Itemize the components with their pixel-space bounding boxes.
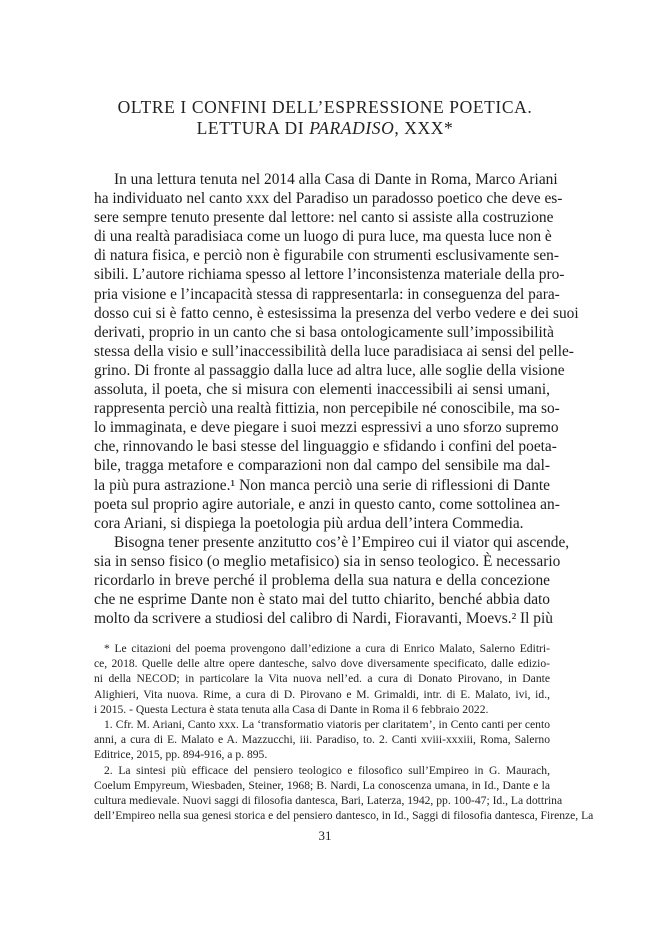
body-line: che ne esprime Dante non è stato mai del tutto chiarito, benché abbia dato [94, 591, 550, 609]
footnote-line: ni della NECOD; in particolare la Vita nuova nell’ed. a cura di Donato Pirovano, in Dante [94, 672, 550, 686]
footnote-line: Editrice, 2015, pp. 894-916, a p. 895. [94, 748, 268, 762]
body-line: derivati, proprio in un canto che si basa ontologicamente sull’impossibilità [94, 323, 554, 341]
footnote-line: i 2015. - Questa Lectura è stata tenuta alla Casa di Dante in Roma il 6 febbraio 2022. [94, 702, 489, 716]
body-line: dosso cui si è fatto cenno, è estesissima la presenza del verbo vedere e dei suoi [94, 304, 579, 322]
body-line: sere sempre tenuto presente dal lettore: nel canto si assiste alla costruzione [94, 209, 554, 227]
body-line: sia in senso fisico (o meglio metafisico) sia in senso teologico. È necessario [94, 552, 561, 570]
body-line: rappresenta perciò una realtà fittizia, non percepibile né conoscibile, ma so- [94, 400, 560, 418]
footnote-line: cultura medievale. Nuovi saggi di filosofia dantesca, Bari, Laterza, 1942, pp. 100-47; Id., La dottrina [94, 793, 563, 807]
title-italic-work: PARADISO [309, 118, 395, 138]
body-line: Bisogna tener presente anzitutto cos’è l’Empireo cui il viator qui ascende, [114, 533, 570, 551]
chapter-title [70, 97, 580, 139]
footnotes [94, 641, 594, 823]
footnote-line: ce, 2018. Quelle delle altre opere dantesche, salvo dove diversamente specificato, dalle edizio- [94, 657, 550, 671]
body-line: che, rinnovando le basi stesse del linguaggio e sfidando i confini del poeta- [94, 438, 557, 456]
footnote-line: 2. La sintesi più efficace del pensiero teologico e filosofico sull’Empireo in G. Maurach, [104, 763, 550, 777]
title-prefix: LETTURA DI [196, 118, 310, 138]
body-line: stessa della visio e sull’inaccessibilità della luce paradisiaca ai sensi del pelle- [94, 342, 574, 360]
page-number: 31 [318, 828, 332, 843]
body-line: ha individuato nel canto xxx del Paradiso un paradosso poetico che deve es- [94, 190, 563, 208]
body-line: grino. Di fronte al passaggio dalla luce ad altra luce, alle soglie della visione [94, 361, 565, 379]
body-line: lo immaginata, e deve piegare i suoi mezzi espressivi a uno sforzo supremo [94, 419, 559, 437]
body-line: molto da scrivere a studiosi del calibro di Nardi, Fioravanti, Moevs.² Il più [94, 610, 553, 628]
footnote-line: * Le citazioni del poema provengono dall’edizione a cura di Enrico Malato, Salerno Editri- [104, 642, 550, 655]
body-line: pria visione e l’incapacità stessa di rappresentarla: in conseguenza del para- [94, 285, 560, 303]
body-line: assoluta, il poeta, che si misura con elementi inaccessibili ai sensi umani, [94, 381, 550, 399]
body-line: In una lettura tenuta nel 2014 alla Casa di Dante in Roma, Marco Ariani [114, 171, 558, 188]
body-line: bile, tragga metafore e comparazioni non dal campo del sensibile ma dal- [94, 457, 550, 475]
footnote-line: Coelum Empyreum, Wiesbaden, Steiner, 1968; B. Nardi, La conoscenza umana, in Id., Dante e la [94, 778, 550, 792]
footnote-line: 1. Cfr. M. Ariani, Canto xxx. La ‘transformatio viatoris per claritatem’, in Cento canti per cento [104, 717, 550, 731]
body-line: poeta sul proprio agire autoriale, e anzi in questo canto, come sottolinea an- [94, 495, 560, 513]
body-line: sibili. L’autore richiama spesso al lettore l’inconsistenza materiale della pro- [94, 266, 565, 284]
title-line-2 [70, 118, 580, 139]
body-line: di una realtà paradisiaca come un luogo di pura luce, ma questa luce non è [94, 228, 552, 246]
body-line: la più pura astrazione.¹ Non manca perciò una serie di riflessioni di Dante [94, 476, 550, 494]
body-line: di natura fisica, e perciò non è figurabile con strumenti esclusivamente sen- [94, 247, 559, 265]
footnote-line: Alighieri, Vita nuova. Rime, a cura di D. Pirovano e M. Grimaldi, intr. di E. Malato, ivi, id., [94, 687, 550, 701]
footnote-line: anni, a cura di E. Malato e A. Mazzucchi, iii. Paradiso, to. 2. Canti xviii-xxxiii, Roma, Salerno [94, 733, 550, 747]
body-text [94, 170, 579, 628]
title-suffix: , XXX* [394, 118, 454, 138]
body-line: ricordarlo in breve perché il problema della sua natura e della concezione [94, 571, 550, 589]
body-line: cora Ariani, si dispiega la poetologia più ardua dell’intera Commedia. [94, 514, 524, 532]
title-line-1: OLTRE I CONFINI DELL’ESPRESSIONE POETICA. [117, 97, 533, 117]
footnote-line: dell’Empireo nella sua genesi storica e del pensiero dantesco, in Id., Saggi di filosofia dantesca, Firenze, La [94, 809, 594, 823]
